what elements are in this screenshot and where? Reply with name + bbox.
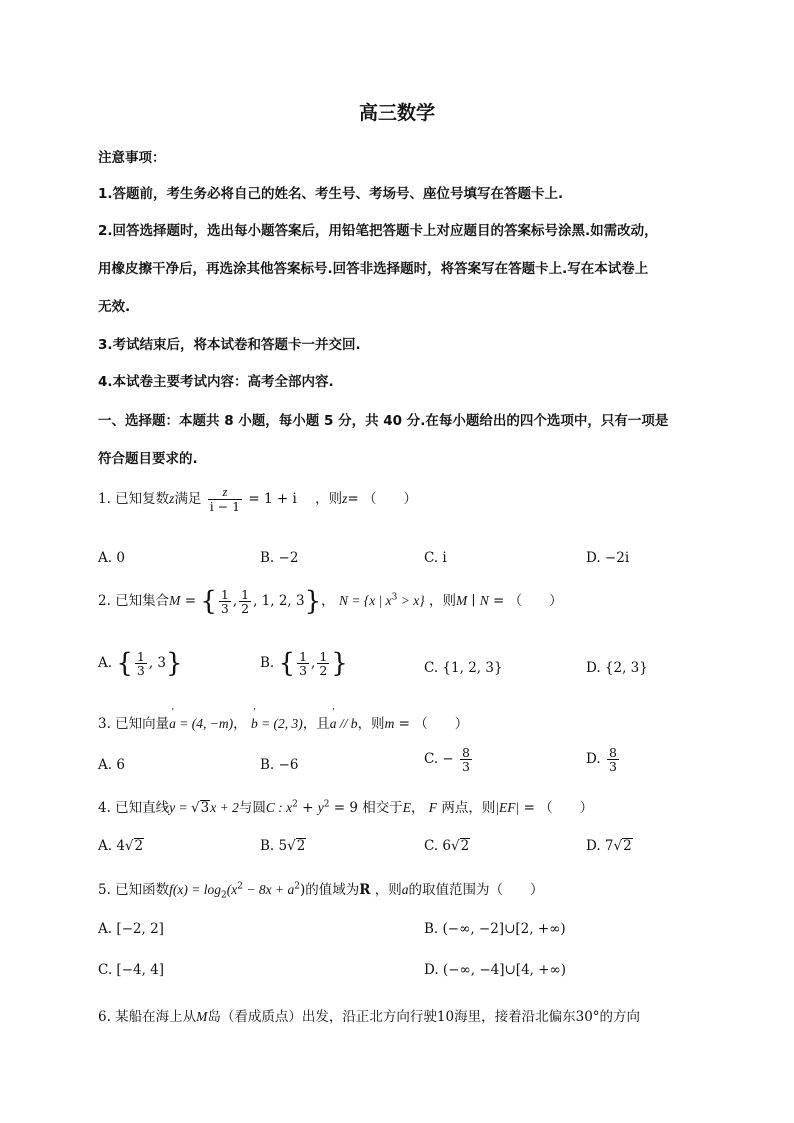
note-item: 无效. bbox=[98, 299, 131, 315]
question-4: 4. 已知直线y = √3x + 2与圆C : $x^2 + y^2 = 9$ 相交于E， F 两点，则|EF| = （ ） bbox=[98, 799, 594, 816]
notes-heading: 注意事项： bbox=[98, 150, 166, 166]
q1-option-c: C. i bbox=[424, 550, 447, 566]
note-item: 1.答题前，考生务必将自己的姓名、考生号、考场号、座位号填写在答题卡上. bbox=[98, 186, 564, 202]
q2-option-b: B. { $\frac{1}{3}$ , $\frac{1}{2}$ } bbox=[260, 648, 348, 679]
q2-option-d: D. {2, 3} bbox=[586, 660, 648, 676]
note-item: 4.本试卷主要考试内容：高考全部内容. bbox=[98, 374, 334, 390]
q3-option-d: D. $\frac{8}{3}$ bbox=[586, 745, 617, 775]
note-item: 用橡皮擦干净后，再选涂其他答案标号.回答非选择题时，将答案写在答题卡上.写在本试卷上 bbox=[98, 261, 649, 277]
q4-option-c: C. 6√2 bbox=[424, 838, 470, 854]
q2-option-a: A. { $\frac{1}{3}$ , 3} bbox=[98, 648, 183, 679]
question-2: 2. 已知集合M = { $\frac{1}{3}$ , $\frac{1}{2}$ , 1, 2, 3}， N = {x | $x^3 > x$} ，则M ∣ N = （ ） bbox=[98, 586, 563, 617]
q5-option-b: B. (−∞, −2]∪[2, +∞) bbox=[424, 921, 566, 937]
fraction: $\frac{z}{i - 1}$ bbox=[209, 485, 241, 515]
q4-option-a: A. 4√2 bbox=[98, 838, 144, 854]
note-item: 2.回答选择题时，选出每小题答案后，用铅笔把答题卡上对应题目的答案标号涂黑.如需改动， bbox=[98, 223, 658, 239]
section-heading-line1: 一、选择题：本题共 8 小题，每小题 5 分，共 40 分.在每小题给出的四个选项中，只有一项是 bbox=[98, 413, 669, 429]
page-title: 高三数学 bbox=[358, 102, 435, 124]
question-5: 5. 已知函数$f(x) = \log_2(x^2 - 8x + a^2)$的值域为R ，则a的取值范围为（ ） bbox=[98, 881, 544, 901]
q1-option-d: D. −2i bbox=[586, 550, 630, 566]
q4-option-b: B. 5√2 bbox=[260, 838, 306, 854]
q4-option-d: D. 7√2 bbox=[586, 838, 632, 854]
question-3: 3. 已知向量' a = (4, −m)， ' b = (2, 3)，且' a // b，则m = （ ） bbox=[98, 712, 468, 732]
q3-option-a: A. 6 bbox=[98, 757, 125, 773]
q1-option-a: A. 0 bbox=[98, 550, 125, 566]
q3-option-b: B. −6 bbox=[260, 757, 299, 773]
q5-option-d: D. (−∞, −4]∪[4, +∞) bbox=[424, 962, 567, 978]
q3-option-c: C. − $\frac{8}{3}$ bbox=[424, 745, 470, 775]
q1-option-b: B. −2 bbox=[260, 550, 299, 566]
question-1: 1. 已知复数z满足 $\frac{z}{i - 1}$ = 1 + i ，则z= （ ） bbox=[98, 485, 417, 515]
q2-option-c: C. {1, 2, 3} bbox=[424, 660, 503, 676]
note-item: 3.考试结束后，将本试卷和答题卡一并交回. bbox=[98, 337, 361, 353]
q5-option-c: C. [−4, 4] bbox=[98, 962, 165, 978]
section-heading-line2: 符合题目要求的. bbox=[98, 451, 198, 467]
q5-option-a: A. [−2, 2] bbox=[98, 921, 164, 937]
question-6: 6. 某船在海上从M岛（看成质点）出发，沿正北方向行驶10海里，接着沿北偏东30°的方向 bbox=[98, 1009, 641, 1025]
